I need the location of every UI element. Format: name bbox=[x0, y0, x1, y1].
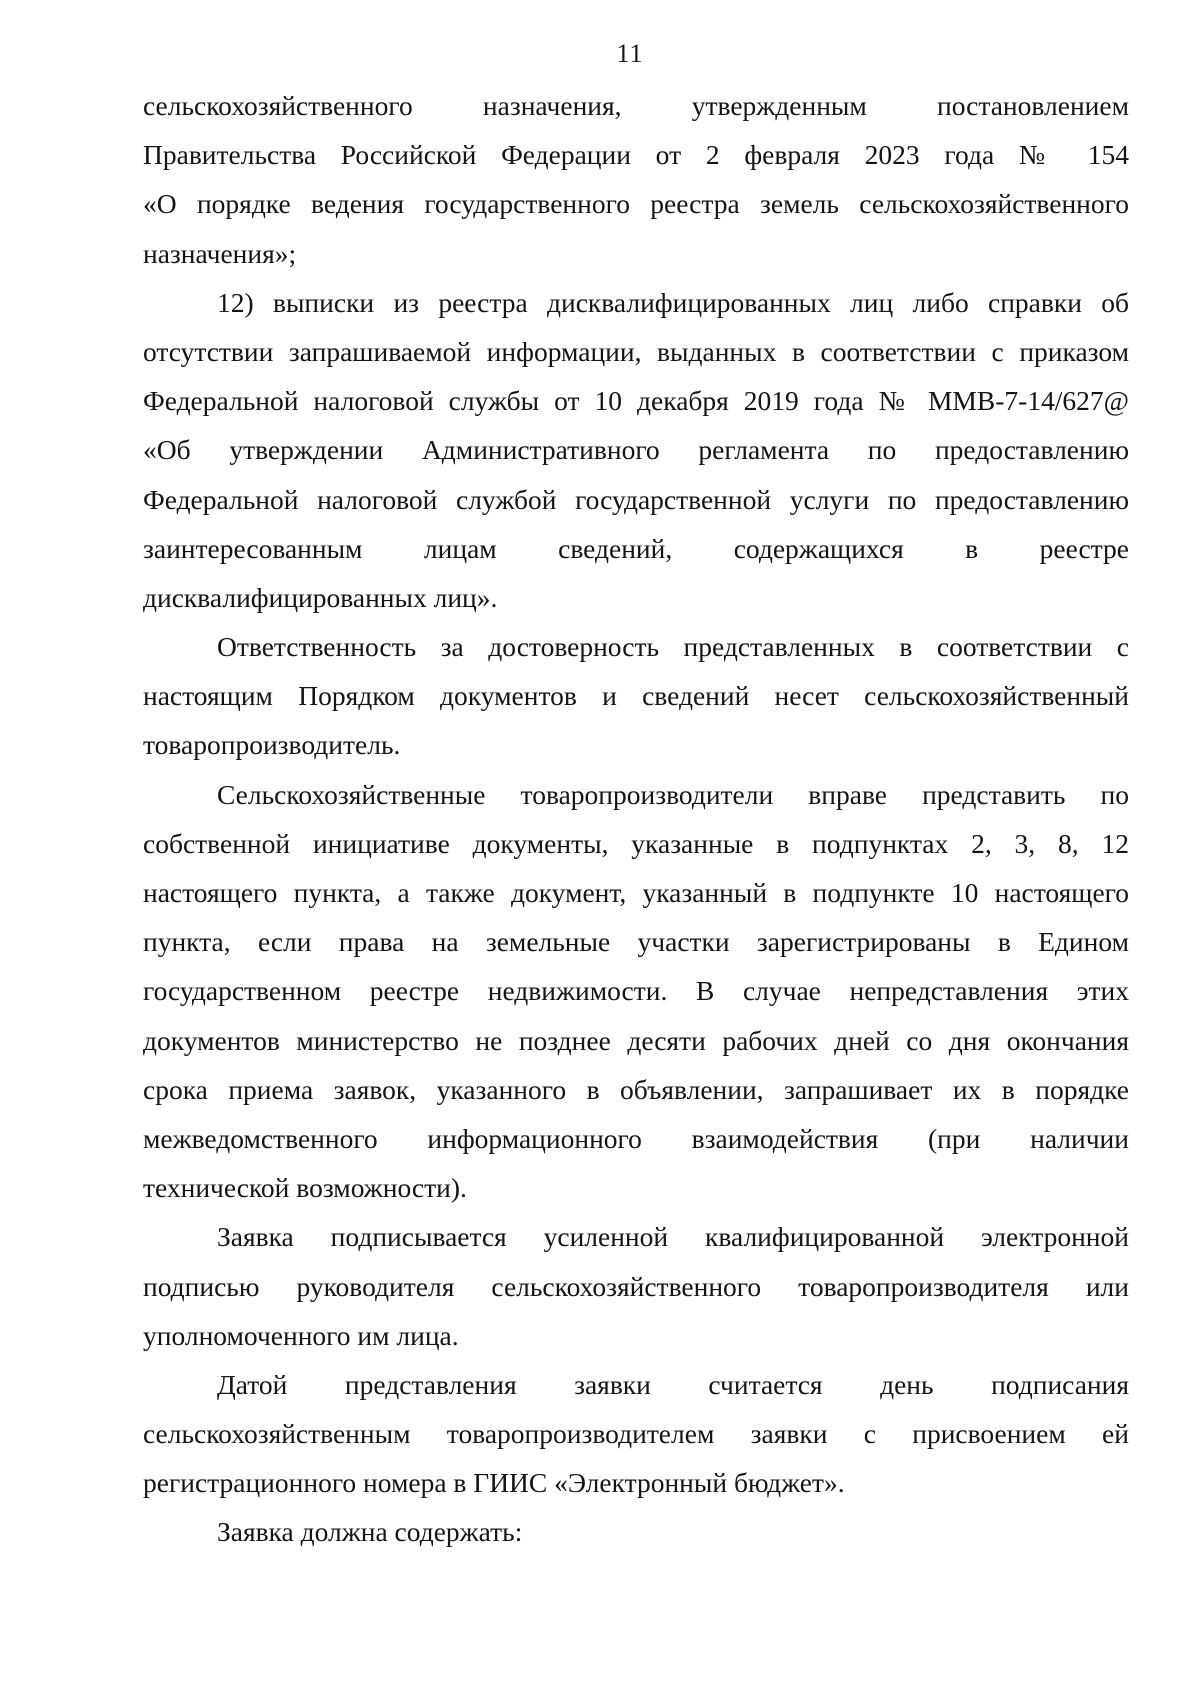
text-line: Федеральной налоговой службой государственной услуги по предоставлению bbox=[143, 483, 1129, 515]
text-line: Заявка подписывается усиленной квалифицированной электронной bbox=[217, 1221, 1129, 1253]
text-line: уполномоченного им лица. bbox=[143, 1319, 459, 1351]
text-line: регистрационного номера в ГИИС «Электронный бюджет». bbox=[143, 1467, 845, 1499]
text-line: сельскохозяйственного назначения, утвержденным постановлением bbox=[143, 90, 1129, 121]
text-line: назначения»; bbox=[143, 237, 297, 269]
text-line: сельскохозяйственным товаропроизводителем заявки с присвоением ей bbox=[143, 1418, 1129, 1450]
text-line: Сельскохозяйственные товаропроизводители вправе представить по bbox=[217, 778, 1129, 810]
text-line: дисквалифицированных лиц». bbox=[143, 581, 498, 613]
text-line: 12) выписки из реестра дисквалифицированных лиц либо справки об bbox=[217, 286, 1129, 318]
text-line: Заявка должна содержать: bbox=[217, 1516, 523, 1548]
text-line: настоящим Порядком документов и сведений несет сельскохозяйственный bbox=[143, 680, 1129, 712]
text-line: «О порядке ведения государственного реестра земель сельскохозяйственного bbox=[143, 188, 1129, 220]
text-line: товаропроизводитель. bbox=[143, 729, 401, 761]
text-line: Правительства Российской Федерации от 2 февраля 2023 года № 154 bbox=[143, 139, 1129, 171]
text-line: Ответственность за достоверность представленных в соответствии с bbox=[217, 631, 1129, 663]
text-line: государственном реестре недвижимости. В случае непредставления этих bbox=[143, 975, 1129, 1007]
text-line: собственной инициативе документы, указанные в подпунктах 2, 3, 8, 12 bbox=[143, 827, 1129, 859]
text-line: «Об утверждении Административного регламента по предоставлению bbox=[143, 434, 1129, 466]
text-line: межведомственного информационного взаимодействия (при наличии bbox=[143, 1122, 1129, 1154]
text-line: документов министерство не позднее десяти рабочих дней со дня окончания bbox=[143, 1024, 1129, 1056]
text-line: заинтересованным лицам сведений, содержащихся в реестре bbox=[143, 532, 1129, 564]
text-line: Датой представления заявки считается день подписания bbox=[217, 1368, 1129, 1400]
text-line: настоящего пункта, а также документ, указанный в подпункте 10 настоящего bbox=[143, 877, 1129, 908]
text-line: Федеральной налоговой службы от 10 декабря 2019 года № ММВ-7-14/627@ bbox=[143, 385, 1129, 417]
text-line: срока приема заявок, указанного в объявлении, запрашивает их в порядке bbox=[143, 1073, 1129, 1105]
text-line: пункта, если права на земельные участки зарегистрированы в Едином bbox=[143, 926, 1129, 958]
document-body bbox=[143, 81, 1129, 1557]
page-number: 11 bbox=[616, 39, 644, 68]
text-line: технической возможности). bbox=[143, 1172, 467, 1204]
text-line: подписью руководителя сельскохозяйственного товаропроизводителя или bbox=[143, 1270, 1129, 1302]
text-line: отсутствии запрашиваемой информации, выданных в соответствии с приказом bbox=[143, 335, 1129, 367]
